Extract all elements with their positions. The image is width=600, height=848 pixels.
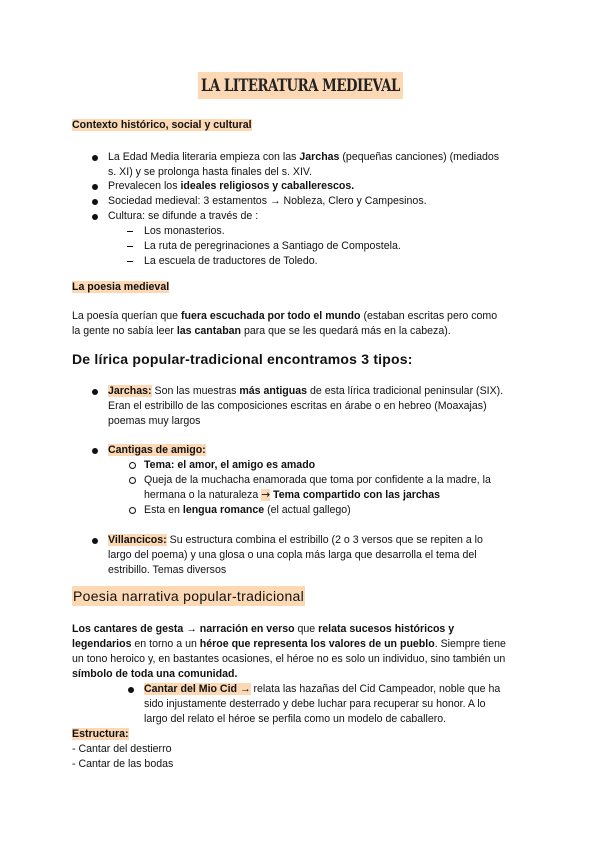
sub-list-item-continuation: hermana o la naturaleza → Tema compartido con las jarchas [144,489,441,501]
paragraph-line: La poesía querían que fuera escuchada por todo el mundo (estaban escritas pero como [72,310,498,322]
list-item: Prevalecen los ideales religiosos y caballerescos. [108,180,355,192]
list-item-continuation: estribillo. Temas diversos [108,564,227,576]
list-item-continuation: sido injustamente desterrado y debe luchar para recuperar su honor. A lo [144,698,486,710]
list-item-cantigas: Cantigas de amigo: [108,444,206,456]
circle-bullet-icon [129,462,136,469]
estructura-item: - Cantar del destierro [72,743,172,755]
bullet-icon [92,155,98,161]
section-heading-lirica: De lírica popular-tradicional encontramos 3 tipos: [72,351,413,367]
sub-list-item: Queja de la muchacha enamorada que toma por confidente a la madre, la [144,474,491,486]
sub-list-item: Tema: el amor, el amigo es amado [144,459,316,471]
bullet-icon [92,389,98,395]
list-item-continuation: s. XI) y se prolonga hasta finales del s. XIV. [108,166,312,178]
circle-bullet-icon [129,477,136,484]
bullet-icon [92,184,98,190]
dash-icon [127,261,133,262]
paragraph-line: un tono heroico y, en bastantes ocasiones, el héroe no es solo un individuo, sino también un [72,653,506,665]
paragraph-line: legendarios en torno a un héroe que representa los valores de un pueblo. Siempre tiene [72,638,506,650]
list-item: Sociedad medieval: 3 estamentos → Nobleza, Clero y Campesinos. [108,195,427,207]
paragraph-line: símbolo de toda una comunidad. [72,668,238,680]
sub-list-item: Los monasterios. [144,225,225,237]
dash-icon [127,231,133,232]
list-item-continuation: largo del relato el héroe se perfila como un modelo de caballero. [144,713,447,725]
list-item-continuation: largo del poema) y una glosa o una copla más larga que desarrolla el tema del [108,549,477,561]
section-heading-contexto: Contexto histórico, social y cultural [72,119,252,131]
bullet-icon [92,214,98,220]
bullet-icon [128,687,134,693]
sub-list-item: Esta en lengua romance (el actual gallego) [144,504,351,516]
list-item-continuation: poemas muy largos [108,415,201,427]
section-heading-narrativa: Poesia narrativa popular-tradicional [73,588,305,604]
list-item-cid: Cantar del Mio Cid → relata las hazañas del Cid Campeador, noble que ha [144,683,501,695]
bullet-icon [92,199,98,205]
page-title: LA LITERATURA MEDIEVAL [197,72,402,99]
section-heading-poesia: La poesia medieval [72,281,170,293]
title-wrap [0,72,600,99]
bullet-icon [92,448,98,454]
list-item-villancicos: Villancicos: Su estructura combina el estribillo (2 o 3 versos que se repiten a lo [108,534,483,546]
dash-icon [127,246,133,247]
arrow-icon: → [261,489,271,501]
estructura-item: - Cantar de las bodas [72,758,174,770]
list-item-continuation: Eran el estribillo de las composiciones escritas en árabe o en hebreo (Moaxajas) [108,400,487,412]
list-item: Cultura: se difunde a través de : [108,210,259,222]
paragraph-line: la gente no sabía leer las cantaban para que se les quedará más en la cabeza). [72,325,451,337]
sub-list-item: La escuela de traductores de Toledo. [144,255,318,267]
sub-list-item: La ruta de peregrinaciones a Santiago de Compostela. [144,240,401,252]
bullet-icon [92,538,98,544]
list-item-jarchas: Jarchas: Son las muestras más antiguas de esta lírica tradicional peninsular (SIX). [108,385,504,397]
circle-bullet-icon [129,507,136,514]
paragraph-line: Los cantares de gesta → narración en verso que relata sucesos históricos y [72,623,455,635]
list-item: La Edad Media literaria empieza con las Jarchas (pequeñas canciones) (mediados [108,151,500,163]
estructura-heading: Estructura: [72,728,129,740]
